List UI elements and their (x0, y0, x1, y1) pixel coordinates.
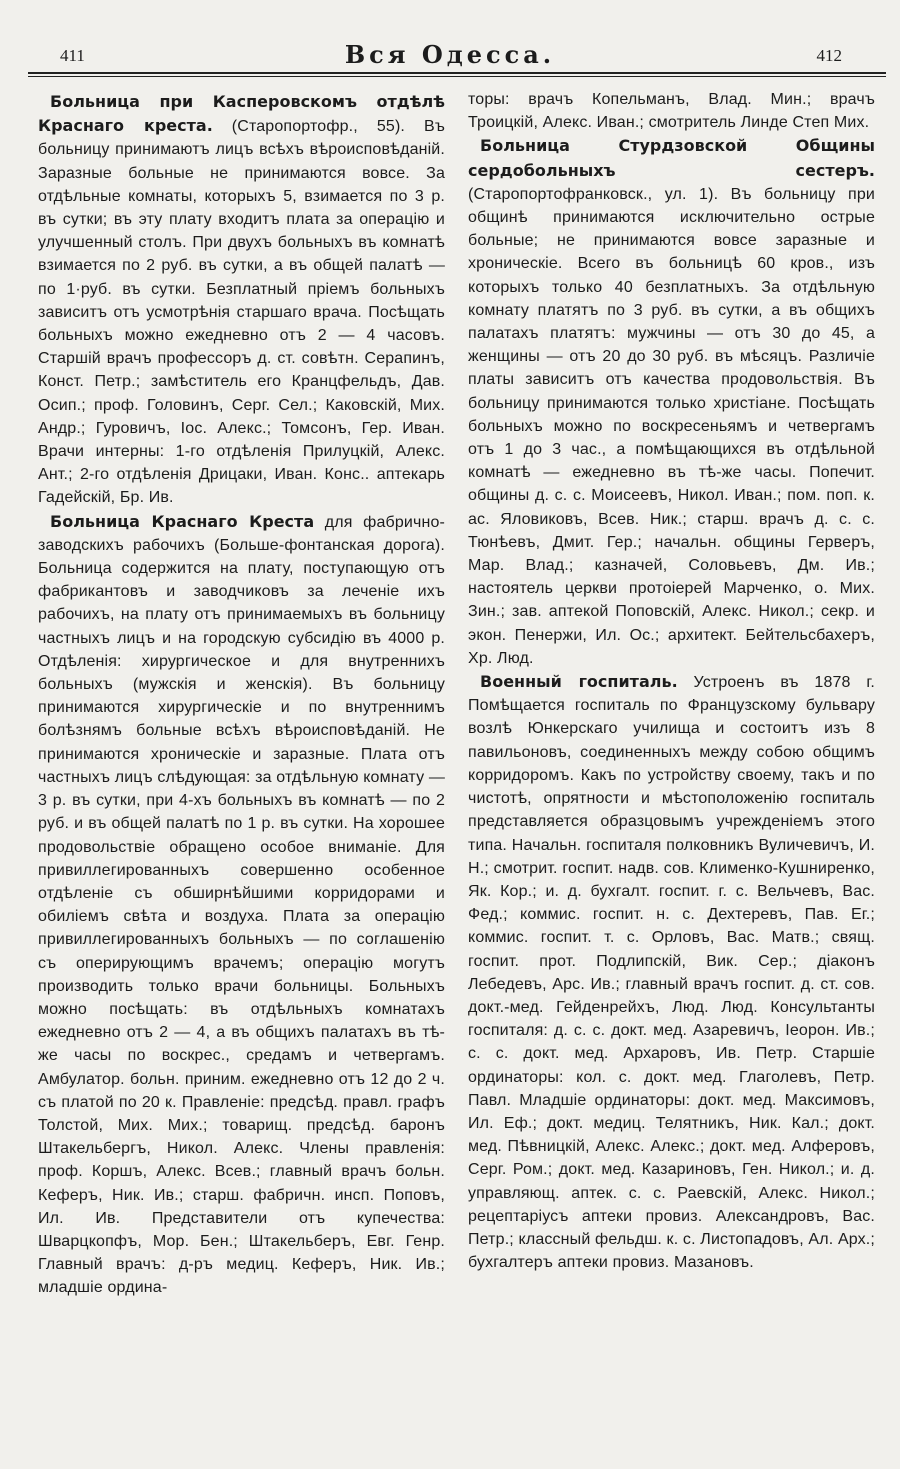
entry-red-cross-hospital (38, 510, 445, 1300)
left-column (38, 90, 445, 1430)
entry-heading: Больница Краснаго Креста (50, 511, 315, 531)
header-rule-thin (28, 76, 886, 77)
page-title: Вся Одесса. (344, 40, 556, 69)
entry-heading: Больница при Касперовскомъ отдѣлѣ Краснаго креста. (38, 92, 445, 136)
entry-continuation (468, 88, 875, 134)
entry-military-hospital (468, 670, 875, 1274)
entry-text: торы: врачъ Копельманъ, Влад. Мин.; врачъ Троицкій, Алекс. Иван.; смотритель Линде Степ Мих. (468, 91, 875, 132)
entry-text: для фабрично-заводскихъ рабочихъ (Больше-фонтанская дорога). Больница содержится на плату, поступающую отъ фабрикантовъ и заводчиковъ за леченіе ихъ рабочихъ, на плату отъ принимаемыхъ въ больницу частныхъ лицъ и на городскую субсидію въ 4000 р. Отдѣленія: хирургическое и для внутреннихъ больныхъ (мужскія и женскія). Въ больницу принимаются хирургическіе и по внутреннимъ болѣзнямъ больные всѣхъ вѣроисповѣданій. Не принимаются хроническіе и заразные. Плата отъ частныхъ лицъ слѣдующая: за отдѣльную комнату — 3 р. въ сутки, при 4-хъ больныхъ въ комнатѣ — по 2 руб. и въ общей палатѣ по 1 р. въ сутки. На хорошее продовольствіе обращено особое вниманіе. Для привиллегированныхъ совершенно особенное отдѣленіе съ обширнѣйшими корридорами и обиліемъ свѣта и воздуха. Плата за операцію привиллегированныхъ больныхъ — по соглашенію съ оперирующимъ врачемъ; операцію могутъ производить только врачи больницы. Больныхъ можно посѣщать: въ отдѣльныхъ комнатахъ ежедневно отъ 2 — 4, а въ общихъ палатахъ въ тѣ-же часы по воскрес., средамъ и четвергамъ. Амбулатор. больн. приним. ежедневно отъ 12 до 2 ч. съ платой по 20 к. Правленіе: предсѣд. правл. графъ Толстой, Мих. Мих.; товарищ. предсѣд. баронъ Штакельбергъ, Никол. Алекс. Члены правленія: проф. Коршъ, Алекс. Всев.; главный врачъ больн. Кеферъ, Ник. Ив.; старш. фабричн. инсп. Поповъ, Ил. Ив. Представители отъ купечества: Шварцкопфъ, Мор. Бен.; Штакельберъ, Евг. Генр. Главный врачъ: д-ръ медиц. Кеферъ, Ник. Ив.; младшіе ордина- (38, 513, 445, 1297)
entry-kasperovsky-hospital (38, 90, 445, 510)
entry-text: Устроенъ въ 1878 г. Помѣщается госпиталь по Французскому бульвару возлѣ Юнкерскаго училища и состоитъ изъ 8 павильоновъ, соединенныхъ между собою общимъ корридоромъ. Какъ по устройству своему, такъ и по чистотѣ, опрятности и мѣстоположенію госпиталь представляется образцовымъ учрежденіемъ этого типа. Начальн. госпиталя полковникъ Вуличевичъ, И. Н.; смотрит. госпит. надв. сов. Клименко-Кушниренко, Як. Кор.; и. д. бухгалт. госпит. г. с. Вельчевъ, Вас. Фед.; коммис. госпит. н. с. Дехтеревъ, Пав. Ег.; коммис. госпит. т. с. Орловъ, Вас. Матв.; свящ. госпит. прот. Подлипскій, Вик. Сер.; діаконъ Лебедевъ, Арс. Ив.; главный врачъ госпит. д. ст. сов. докт.-мед. Гейденрейхъ, Люд. Люд. Консультанты госпиталя: д. с. с. докт. мед. Азаревичъ, Іеорон. Ив.; с. с. докт. мед. Архаровъ, Ив. Петр. Старшіе ординаторы: кол. с. докт. мед. Глаголевъ, Петр. Павл. Младшіе ординаторы: докт. мед. Максимовъ, Ил. Еф.; докт. медиц. Телятникъ, Ник. Кал.; докт. мед. Пѣвницкій, Алекс. Алекс.; докт. мед. Алферовъ, Серг. Ром.; докт. мед. Казариновъ, Ген. Никол.; и. д. управляющ. аптек. с. с. Раевскій, Алекс. Никол.; рецептаріусъ аптеки провиз. Александровъ, Вас. Петр.; классный фельдш. к. с. Листопадовъ, Ал. Арх.; бухгалтеръ аптеки провиз. Мазановъ. (468, 674, 875, 1272)
header-rule (28, 72, 886, 74)
right-column (468, 88, 875, 1428)
entry-text: (Старопортофр., 55). Въ больницу принимаютъ лицъ всѣхъ вѣроисповѣданій. Заразные больные не принимаются вовсе. За отдѣльные комнаты, которыхъ 5, взимается по 3 р. въ сутки; въ эту плату входитъ плата за операцію и улучшенный столъ. При двухъ больныхъ въ комнатѣ взимается по 2 руб. въ сутки, а въ общей палатѣ — по 1·руб. въ сутки. Безплатный пріемъ больныхъ зависитъ отъ усмотрѣнія старшаго врача. Посѣщать больныхъ можно ежедневно отъ 2 — 4 часовъ. Старшій врачъ профессоръ д. ст. совѣтн. Серапинъ, Конст. Петр.; замѣститель его Кранцфельдъ, Дав. Осип.; проф. Головинъ, Серг. Сел.; Каковскій, Мих. Андр.; Гуровичъ, Іос. Алекс.; Томсонъ, Гер. Иван. Врачи интерны: 1-го отдѣленія Прилуцкій, Алекс. Ант.; 2-го отдѣленія Дрицаки, Иван. Конс.. аптекарь Гадейскій, Бр. Ив. (38, 118, 445, 507)
page-number-left: 411 (60, 46, 85, 65)
entry-text: (Старопортофранковск., ул. 1). Въ больницу при общинѣ принимаются исключительно острые больные; не принимаются вовсе заразные и хроническіе. Всего въ больницѣ 60 кров., изъ которыхъ только 40 безплатныхъ. За отдѣльную комнату платятъ по 3 руб. въ сутки, а въ общихъ палатахъ платятъ: мужчины — отъ 30 до 45, а женщины — отъ 20 до 30 руб. въ мѣсяцъ. Различіе платы зависитъ отъ качества продовольствія. Въ больницу принимаются только христіане. Посѣщать больныхъ можно по воскресеньямъ и четвергамъ отъ 1 до 3 час., а помѣщающихся въ отдѣльной комнатѣ — ежедневно въ тѣ-же часы. Попечит. общины д. с. с. Моисеевъ, Никол. Иван.; пом. поп. к. ас. Яловиковъ, Всев. Ник.; старш. врачъ д. с. с. Тюнѣевъ, Дмит. Гер.; начальн. общины Герверъ, Мар. Влад.; казначей, Соловьевъ, Дм. Ив.; настоятель церкви протоіерей Марченко, о. Мих. Зин.; зав. аптекой Поповскій, Алекс. Никол.; секр. и экон. Пенержи, Ил. Ос.; архитект. Бейтельсбахеръ, Хр. Люд. (468, 185, 875, 667)
entry-sturdza-hospital (468, 134, 875, 670)
page-number-right: 412 (816, 46, 842, 65)
entry-heading: Военный госпиталь. (480, 672, 678, 692)
page-header (0, 40, 900, 74)
entry-heading: Больница Стурдзовской Общины сердобольныхъ сестеръ. (468, 136, 875, 180)
